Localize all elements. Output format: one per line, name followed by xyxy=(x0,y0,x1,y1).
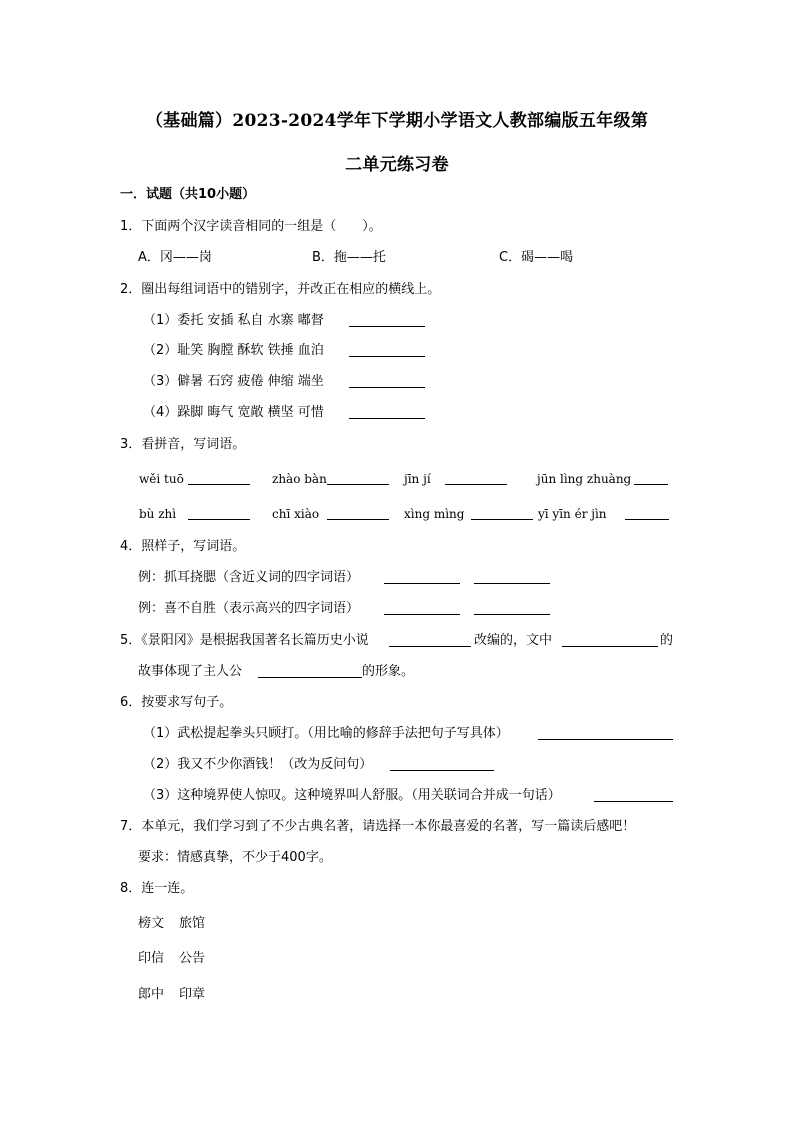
q7-requirement: 要求：情感真挚，不少于400字。 xyxy=(138,850,332,865)
q5-text-part4: 故事体现了主人公 xyxy=(138,664,243,679)
q1-option-c: C．碣——喝 xyxy=(499,250,574,265)
q1-option-b: B．拖——托 xyxy=(312,250,386,265)
section-heading: 一．试题（共10小题） xyxy=(120,187,256,202)
answer-blank[interactable] xyxy=(445,471,507,485)
pinyin: jūn lìng zhuàng xyxy=(537,472,632,486)
title-line-2: 二单元练习卷 xyxy=(345,155,449,175)
answer-blank[interactable] xyxy=(188,506,250,520)
q2-item-text: （2）耻笑 胸膛 酥软 铁捶 血泊 xyxy=(143,343,324,358)
answer-blank[interactable] xyxy=(474,601,550,615)
answer-blank[interactable] xyxy=(594,788,673,802)
q5-text-part3: 的 xyxy=(660,633,674,648)
q4-stem: 4．照样子，写词语。 xyxy=(120,539,246,554)
answer-blank[interactable] xyxy=(471,506,533,520)
q1-stem: 1．下面两个汉字读音相同的一组是（ ）。 xyxy=(120,219,382,234)
pinyin: wěi tuō xyxy=(139,472,184,486)
q6-stem: 6．按要求写句子。 xyxy=(120,695,233,710)
answer-blank[interactable] xyxy=(474,570,550,584)
q2-item xyxy=(143,312,324,330)
answer-blank[interactable] xyxy=(349,343,425,357)
pinyin: yī yīn ér jìn xyxy=(538,507,607,521)
pinyin: bù zhì xyxy=(139,507,177,521)
answer-blank[interactable] xyxy=(384,570,460,584)
q5-text-part5: 的形象。 xyxy=(362,664,415,679)
answer-blank[interactable] xyxy=(538,726,673,740)
answer-blank[interactable] xyxy=(349,405,425,419)
q6-item: （2）我又不少你酒钱！（改为反问句） xyxy=(143,757,373,772)
pinyin: jīn jí xyxy=(404,472,431,486)
answer-blank[interactable] xyxy=(349,374,425,388)
q8-left-word: 榜文 xyxy=(138,916,165,931)
answer-blank[interactable] xyxy=(188,471,250,485)
q2-item xyxy=(143,342,324,360)
answer-blank[interactable] xyxy=(327,471,389,485)
q2-item-text: （3）僻暑 石窍 疲倦 伸缩 端坐 xyxy=(143,374,324,389)
q5-text-part2: 改编的，文中 xyxy=(474,633,553,648)
q8-left-word: 郎中 xyxy=(138,987,165,1002)
q8-stem: 8．连一连。 xyxy=(120,881,194,896)
answer-blank[interactable] xyxy=(390,757,494,771)
q8-right-word: 印章 xyxy=(179,987,206,1002)
answer-blank[interactable] xyxy=(349,313,425,327)
answer-blank[interactable] xyxy=(634,471,668,485)
q3-stem: 3．看拼音，写词语。 xyxy=(120,437,246,452)
q5-text-part1: 5．《景阳冈》是根据我国著名长篇历史小说 xyxy=(120,633,369,648)
q4-example: 例：喜不自胜（表示高兴的四字词语） xyxy=(138,601,360,616)
q2-item-text: （1）委托 安插 私自 水寨 嘟督 xyxy=(143,313,324,328)
pinyin: chī xiào xyxy=(272,507,320,521)
q8-left-word: 印信 xyxy=(138,951,165,966)
q1-option-a: A．冈——岗 xyxy=(138,250,212,265)
title-line-1: （基础篇）2023-2024学年下学期小学语文人教部编版五年级第 xyxy=(145,111,649,131)
answer-blank[interactable] xyxy=(327,506,389,520)
q6-item: （3）这种境界使人惊叹。这种境界叫人舒服。（用关联词合并成一句话） xyxy=(143,788,561,803)
answer-blank[interactable] xyxy=(389,633,471,647)
q2-item xyxy=(143,373,324,391)
q8-right-word: 公告 xyxy=(179,951,206,966)
q2-item xyxy=(143,404,324,422)
q2-item-text: （4）跺脚 晦气 宽敞 横坚 可惜 xyxy=(143,405,324,420)
q6-item: （1）武松提起拳头只顾打。（用比喻的修辞手法把句子写具体） xyxy=(143,726,509,741)
answer-blank[interactable] xyxy=(258,664,362,678)
answer-blank[interactable] xyxy=(384,601,460,615)
answer-blank[interactable] xyxy=(562,633,658,647)
answer-blank[interactable] xyxy=(625,506,669,520)
pinyin: zhào bàn xyxy=(272,472,327,486)
pinyin: xìng mìng xyxy=(404,507,465,521)
q7-stem: 7．本单元，我们学习到了不少古典名著，请选择一本你最喜爱的名著，写一篇读后感吧！ xyxy=(120,819,636,834)
q2-stem: 2．圈出每组词语中的错别字，并改正在相应的横线上。 xyxy=(120,282,441,297)
q4-example: 例：抓耳挠腮（含近义词的四字词语） xyxy=(138,570,360,585)
q8-right-word: 旅馆 xyxy=(179,916,206,931)
